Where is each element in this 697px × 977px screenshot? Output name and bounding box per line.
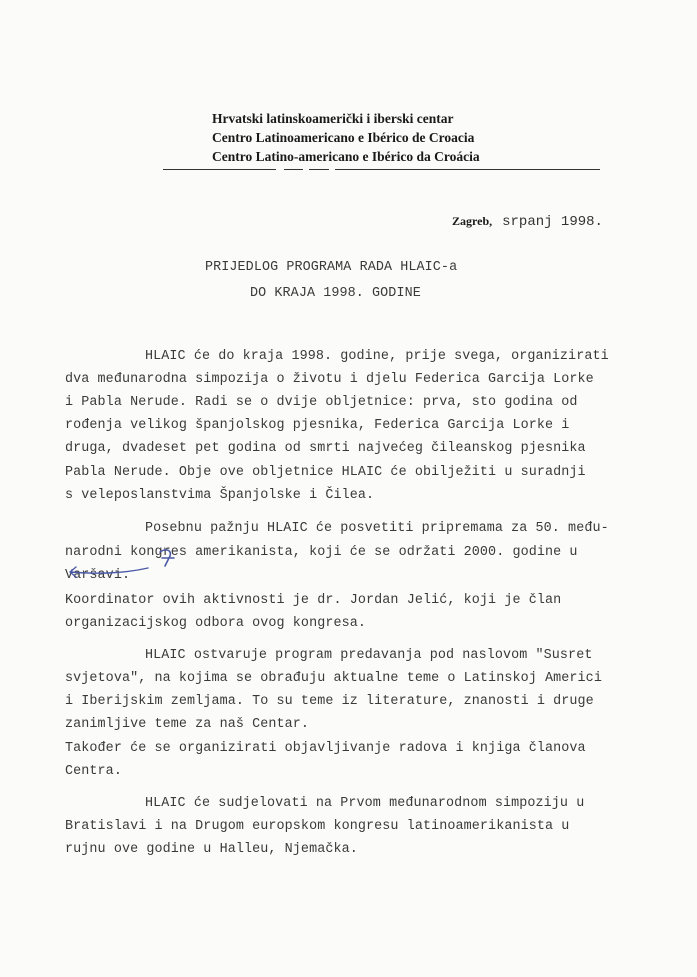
body-line: dva međunarodna simpozija o životu i djelu Federica Garcija Lorke: [65, 372, 594, 387]
pen-insertion-mark-icon: [62, 544, 182, 584]
body-line: rođenja velikog španjolskog pjesnika, Federica Garcija Lorke i: [65, 418, 570, 433]
letterhead-line-portuguese: Centro Latino-americano e Ibérico da Croácia: [212, 149, 480, 164]
divider-gap: [276, 166, 284, 172]
body-line: svjetova", na kojima se obrađuju aktualne teme o Latinskoj Americi: [65, 671, 602, 686]
body-line: rujnu ove godine u Halleu, Njemačka.: [65, 842, 358, 857]
document-title-line1: PRIJEDLOG PROGRAMA RADA HLAIC-a: [205, 260, 458, 275]
divider-gap: [303, 166, 309, 172]
body-line: narodni kongres amerikanista, koji će se održati 2000. godine u: [65, 545, 578, 560]
body-line: i Iberijskim zemljama. To su teme iz literature, znanosti i druge: [65, 694, 594, 709]
letterhead-line-spanish: Centro Latinoamericano e Ibérico de Croacia: [212, 130, 475, 145]
letterhead-divider: [163, 169, 600, 170]
body-line: Centra.: [65, 764, 122, 779]
letterhead-line-croatian: Hrvatski latinskoamerički i iberski centar: [212, 111, 454, 126]
date-line: [452, 210, 603, 230]
body-line: HLAIC će do kraja 1998. godine, prije svega, organizirati: [145, 349, 609, 364]
body-line: organizacijskog odbora ovog kongresa.: [65, 616, 367, 631]
body-line: Posebnu pažnju HLAIC će posvetiti pripremama za 50. među-: [145, 521, 609, 536]
body-line: Varšavi.: [65, 568, 131, 583]
body-line: Koordinator ovih aktivnosti je dr. Jordan Jelić, koji je član: [65, 593, 562, 608]
body-line: Također će se organizirati objavljivanje radova i knjiga članova: [65, 741, 586, 756]
body-line: s veleposlanstvima Španjolske i Čilea.: [65, 488, 375, 503]
date-month-year: srpanj 1998.: [502, 214, 603, 230]
body-line: HLAIC će sudjelovati na Prvom međunarodnom simpoziju u: [145, 796, 585, 811]
document-title-line2: DO KRAJA 1998. GODINE: [250, 286, 421, 301]
body-line: druga, dvadeset pet godina od smrti najvećeg čileanskog pjesnika: [65, 441, 586, 456]
date-city: Zagreb,: [452, 214, 493, 228]
body-line: i Pabla Nerude. Radi se o dvije obljetnice: prva, sto godina od: [65, 395, 578, 410]
letterhead: [212, 109, 480, 166]
body-line: zanimljive teme za naš Centar.: [65, 717, 310, 732]
body-line: Bratislavi i na Drugom europskom kongresu latinoamerikanista u: [65, 819, 570, 834]
divider-gap: [329, 166, 335, 172]
body-line: HLAIC ostvaruje program predavanja pod naslovom "Susret: [145, 648, 593, 663]
body-line: Pabla Nerude. Obje ove obljetnice HLAIC će obilježiti u suradnji: [65, 465, 586, 480]
